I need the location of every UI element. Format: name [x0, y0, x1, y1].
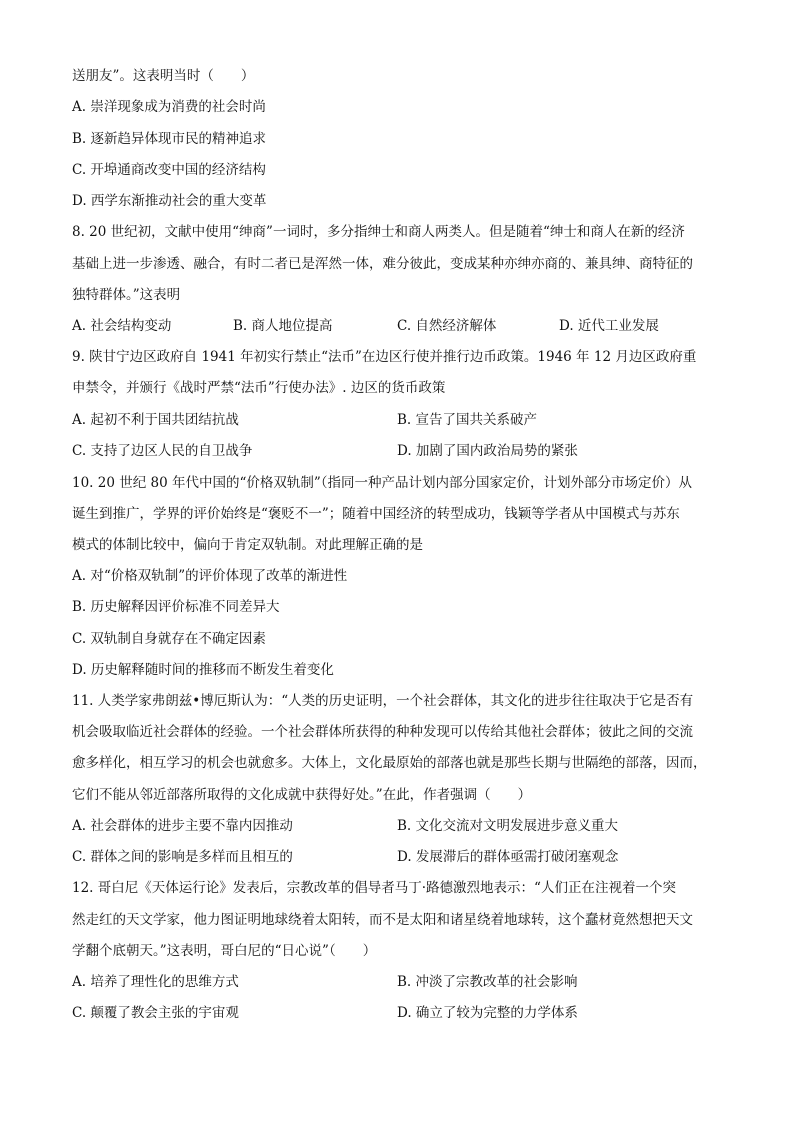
q11-option-c: C. 群体之间的影响是多样而且相互的	[72, 849, 293, 865]
q12-stem-line-2: 然走红的天文学家，他力图证明地球绕着太阳转，而不是太阳和诸星绕着地球转，这个蠢材竟然想把天文	[72, 912, 693, 928]
q7-option-d: D. 西学东渐推动社会的重大变革	[72, 193, 267, 209]
q10-option-a: A. 对“价格双轨制”的评价体现了改革的渐进性	[72, 568, 348, 584]
q9-option-b: B. 宣告了国共关系破产	[397, 412, 538, 428]
q8-option-d: D. 近代工业发展	[559, 318, 659, 334]
q10-stem-line-2: 诞生到推广，学界的评价始终是“褒贬不一”；随着中国经济的转型成功，钱颖等学者从中国模式与苏东	[72, 506, 680, 522]
q7-option-a: A. 崇洋现象成为消费的社会时尚	[72, 99, 266, 115]
q9-stem-line-1: 9. 陕甘宁边区政府自 1941 年初实行禁止“法币”在边区行使并推行边币政策。1946 年 12 月边区政府重	[72, 349, 697, 365]
q11-stem-line-1: 11. 人类学家弗朗兹•博厄斯认为：“人类的历史证明，一个社会群体，其文化的进步往往取决于它是否有	[72, 693, 694, 709]
q11-option-a: A. 社会群体的进步主要不靠内因推动	[72, 818, 293, 834]
q9-stem-line-2: 申禁令，并颁行《战时严禁“法币”行使办法》. 边区的货币政策	[72, 380, 446, 396]
q12-stem-line-1: 12. 哥白尼《天体运行论》发表后，宗教改革的倡导者马丁·路德激烈地表示：“人们正在注视着一个突	[72, 880, 676, 896]
q7-stem-tail: 送朋友”。这表明当时（ ）	[72, 68, 255, 84]
q8-option-a: A. 社会结构变动	[72, 318, 172, 334]
q9-option-a: A. 起初不利于国共团结抗战	[72, 412, 239, 428]
q12-stem-line-3: 学翻个底朝天。”这表明，哥白尼的“日心说”（ ）	[72, 943, 377, 959]
q11-option-d: D. 发展滞后的群体亟需打破闭塞观念	[397, 849, 619, 865]
q7-option-b: B. 逐新趋异体现市民的精神追求	[72, 131, 267, 147]
q9-option-c: C. 支持了边区人民的自卫战争	[72, 443, 253, 459]
q12-option-b: B. 冲淡了宗教改革的社会影响	[397, 974, 578, 990]
q11-option-b: B. 文化交流对文明发展进步意义重大	[397, 818, 619, 834]
q8-stem-line-3: 独特群体。”这表明	[72, 287, 181, 303]
q8-option-c: C. 自然经济解体	[397, 318, 497, 334]
q12-option-a: A. 培养了理性化的思维方式	[72, 974, 239, 990]
q8-option-b: B. 商人地位提高	[233, 318, 333, 334]
q10-stem-line-1: 10. 20 世纪 80 年代中国的“价格双轨制”（指同一种产品计划内部分国家定价，计划外部分市场定价）从	[72, 475, 693, 491]
q12-option-d: D. 确立了较为完整的力学体系	[397, 1005, 578, 1021]
q7-option-c: C. 开埠通商改变中国的经济结构	[72, 162, 266, 178]
q10-option-c: C. 双轨制自身就存在不确定因素	[72, 631, 266, 647]
q8-stem-line-1: 8. 20 世纪初，文献中使用“绅商”一词时，多分指绅士和商人两类人。但是随着“绅士和商人在新的经济	[72, 224, 685, 240]
q11-stem-line-3: 愈多样化，相互学习的机会也就愈多。大体上，文化最原始的部落也就是那些长期与世隔绝的部落，因而，	[72, 755, 707, 771]
q11-stem-line-4: 它们不能从邻近部落所取得的文化成就中获得好处。”在此，作者强调（ ）	[72, 787, 532, 803]
q9-option-d: D. 加剧了国内政治局势的紧张	[397, 443, 578, 459]
q8-stem-line-2: 基础上进一步渗透、融合，有时二者已是浑然一体，难分彼此，变成某种亦绅亦商的、兼具绅、商特征的	[72, 256, 693, 272]
q12-option-c: C. 颠覆了教会主张的宇宙观	[72, 1005, 239, 1021]
q10-option-b: B. 历史解释因评价标准不同差异大	[72, 599, 280, 615]
q11-stem-line-2: 机会吸取临近社会群体的经验。一个社会群体所获得的种种发现可以传给其他社会群体；彼此之间的交流	[72, 724, 693, 740]
q10-option-d: D. 历史解释随时间的推移而不断发生着变化	[72, 662, 334, 678]
q10-stem-line-3: 模式的体制比较中，偏向于肯定双轨制。对此理解正确的是	[72, 537, 423, 553]
